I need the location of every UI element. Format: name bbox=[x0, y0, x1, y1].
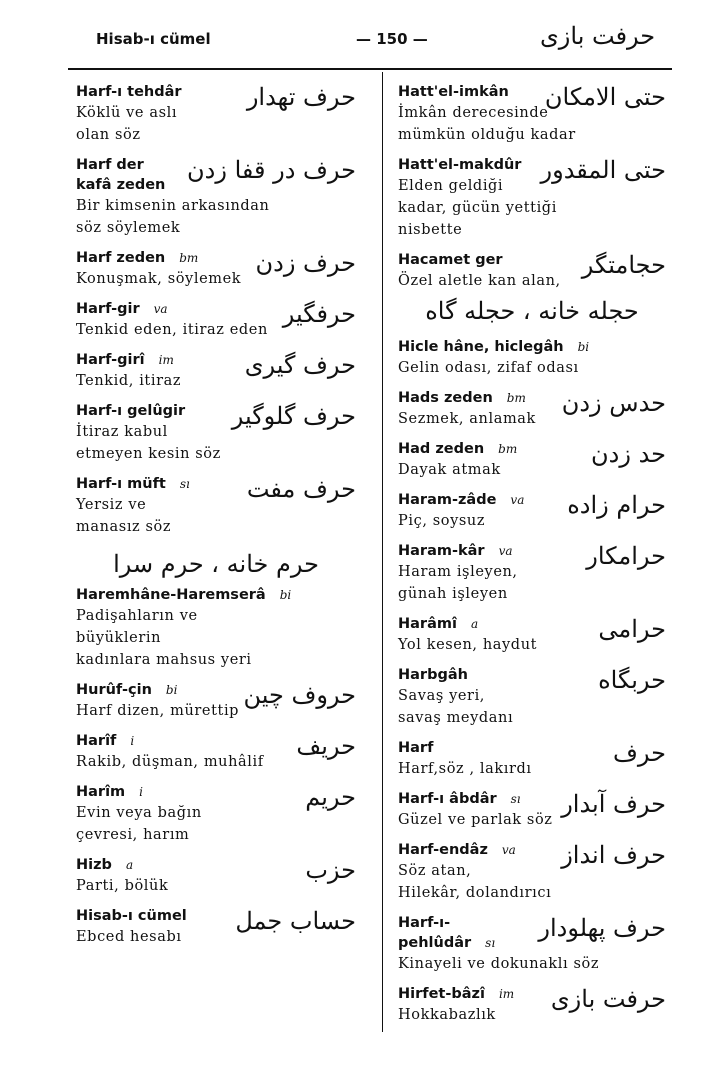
entry-definition: İmkân derecesinde mümkün olduğu kadar bbox=[398, 105, 576, 143]
dictionary-entry bbox=[76, 299, 356, 341]
header-rule bbox=[68, 68, 672, 70]
entry-definition: Kinayeli ve dokunaklı söz bbox=[398, 956, 600, 972]
entry-definition: Bir kimsenin arkasından söz söylemek bbox=[76, 198, 270, 236]
dictionary-entry bbox=[398, 840, 666, 904]
entry-definition: Rakib, düşman, muhâlif bbox=[76, 754, 264, 770]
arabic-script-word: حرف در قفا زدن bbox=[187, 156, 356, 184]
arabic-script-word: حد زدن bbox=[591, 440, 666, 468]
dictionary-entry bbox=[76, 906, 356, 948]
grammar-abbreviation: bm bbox=[179, 251, 199, 265]
arabic-script-word: حریم bbox=[305, 783, 356, 811]
grammar-abbreviation: im bbox=[498, 987, 515, 1001]
headword-text: Hatt'el-makdûr bbox=[398, 157, 522, 173]
dictionary-entry bbox=[76, 782, 356, 846]
grammar-abbreviation: bi bbox=[279, 588, 292, 602]
arabic-script-word: حرامی bbox=[598, 615, 666, 643]
entry-definition: Köklü ve aslı olan söz bbox=[76, 105, 178, 143]
entry-definition: Elden geldiği kadar, gücün yettiği nisbette bbox=[398, 178, 557, 238]
dictionary-entry bbox=[76, 680, 356, 722]
right-column bbox=[398, 82, 666, 1035]
arabic-script-word: حرف مفت bbox=[246, 475, 356, 503]
dictionary-entry bbox=[76, 350, 356, 392]
headword-text: Hads zeden bbox=[398, 390, 493, 406]
entry-definition: Harf,söz , lakırdı bbox=[398, 761, 532, 777]
headword-text: Harf-ı âbdâr bbox=[398, 791, 497, 807]
entry-definition: Tenkid, itiraz bbox=[76, 373, 182, 389]
arabic-script-word: حریف bbox=[296, 732, 356, 760]
column-divider bbox=[382, 72, 383, 1032]
dictionary-entry bbox=[398, 789, 666, 831]
arabic-script-line: حرم خانه ، حرم سرا bbox=[113, 550, 319, 578]
dictionary-entry bbox=[398, 337, 666, 379]
grammar-abbreviation: bm bbox=[498, 442, 518, 456]
dictionary-entry bbox=[76, 731, 356, 773]
grammar-abbreviation: va bbox=[510, 493, 525, 507]
headword-text: Hurûf-çin bbox=[76, 682, 152, 698]
headword-text: Harf zeden bbox=[76, 250, 166, 266]
arabic-script-word: حساب جمل bbox=[235, 907, 356, 935]
entry-definition: Güzel ve parlak söz bbox=[398, 812, 553, 828]
entry-headword bbox=[398, 337, 666, 357]
headword-text: Hicle hâne, hiclegâh bbox=[398, 339, 564, 355]
grammar-abbreviation: sı bbox=[510, 792, 521, 806]
arabic-script-word: حتی الامکان bbox=[544, 83, 666, 111]
grammar-abbreviation: sı bbox=[179, 477, 190, 491]
headword-text: Harâmî bbox=[398, 616, 457, 632]
headword-text: Hirfet-bâzî bbox=[398, 986, 485, 1002]
headword-text: Haram-zâde bbox=[398, 492, 497, 508]
dictionary-entry bbox=[398, 541, 666, 605]
entry-definition: Gelin odası, zifaf odası bbox=[398, 360, 579, 376]
entry-definition: Yol kesen, haydut bbox=[398, 637, 538, 653]
entry-definition: Özel aletle kan alan, bbox=[398, 273, 561, 289]
grammar-abbreviation: a bbox=[125, 858, 134, 872]
arabic-script-word: حدس زدن bbox=[561, 389, 666, 417]
arabic-script-word: حرامکار bbox=[586, 542, 666, 570]
arabic-script-word: حزب bbox=[305, 856, 356, 884]
dictionary-entry bbox=[398, 984, 666, 1026]
headword-text: Hacamet ger bbox=[398, 252, 503, 268]
headword-text: Hatt'el-imkân bbox=[398, 84, 509, 100]
arabic-script-word: حرف پهلودار bbox=[538, 914, 666, 942]
grammar-abbreviation: bm bbox=[506, 391, 526, 405]
grammar-abbreviation: sı bbox=[485, 936, 496, 950]
page-number: — 150 — bbox=[356, 30, 428, 48]
dictionary-entry bbox=[76, 855, 356, 897]
arabic-script-word: حرف تهدار bbox=[246, 83, 356, 111]
dictionary-entry bbox=[76, 547, 356, 671]
entry-definition: Dayak atmak bbox=[398, 462, 501, 478]
arabic-script-word: حرفگیر bbox=[282, 300, 356, 328]
arabic-script-word: حرف bbox=[613, 739, 666, 767]
dictionary-entry bbox=[398, 388, 666, 430]
headword-text: Harf-ı- pehlûdâr bbox=[398, 915, 472, 951]
headword-text: Harîm bbox=[76, 784, 126, 800]
dictionary-entry bbox=[76, 155, 356, 239]
grammar-abbreviation: va bbox=[153, 302, 168, 316]
headword-text: Had zeden bbox=[398, 441, 485, 457]
grammar-abbreviation: bi bbox=[577, 340, 590, 354]
arabic-script-word: حرام زاده bbox=[567, 491, 666, 519]
dictionary-entry bbox=[398, 913, 666, 975]
headword-text: Hizb bbox=[76, 857, 112, 873]
dictionary-entry bbox=[398, 439, 666, 481]
entry-definition: Hokkabazlık bbox=[398, 1007, 496, 1023]
entry-definition: İtiraz kabul etmeyen kesin söz bbox=[76, 424, 221, 462]
dictionary-entry bbox=[398, 614, 666, 656]
entry-definition: Yersiz ve manasız söz bbox=[76, 497, 172, 535]
headword-text: Harîf bbox=[76, 733, 117, 749]
headword-text: Hisab-ı cümel bbox=[76, 908, 187, 924]
headword-text: Haram-kâr bbox=[398, 543, 485, 559]
running-head-arabic: حرفت بازی bbox=[540, 22, 656, 50]
entry-definition: Evin veya bağın çevresi, harım bbox=[76, 805, 202, 843]
entry-definition: Tenkid eden, itiraz eden bbox=[76, 322, 268, 338]
grammar-abbreviation: bi bbox=[165, 683, 178, 697]
grammar-abbreviation: i bbox=[130, 734, 135, 748]
entry-definition: Sezmek, anlamak bbox=[398, 411, 536, 427]
grammar-abbreviation: va bbox=[498, 544, 513, 558]
entry-definition: Harf dizen, mürettip bbox=[76, 703, 240, 719]
arabic-script-word: حرف زدن bbox=[255, 249, 356, 277]
entry-definition: Ebced hesabı bbox=[76, 929, 182, 945]
dictionary-entry bbox=[76, 82, 356, 146]
entry-definition: Parti, bölük bbox=[76, 878, 169, 894]
grammar-abbreviation: a bbox=[470, 617, 479, 631]
entry-definition: Savaş yeri, savaş meydanı bbox=[398, 688, 514, 726]
dictionary-entry bbox=[398, 665, 666, 729]
headword-text: Harbgâh bbox=[398, 667, 468, 683]
headword-text: Harf-ı tehdâr bbox=[76, 84, 182, 100]
arabic-script-word: حرف گیری bbox=[244, 351, 356, 379]
dictionary-entry bbox=[398, 82, 666, 146]
headword-text: Harf-gir bbox=[76, 301, 140, 317]
arabic-script-word: حربگاه bbox=[598, 666, 666, 694]
entry-definition: Haram işleyen, günah işleyen bbox=[398, 564, 518, 602]
grammar-abbreviation: i bbox=[139, 785, 143, 799]
arabic-script-word: حرف انداز bbox=[561, 841, 666, 869]
entry-definition: Padişahların ve büyüklerin kadınlara mahsus yeri bbox=[76, 608, 252, 668]
running-head-left: Hisab-ı cümel bbox=[96, 30, 211, 48]
entry-headword bbox=[76, 585, 356, 605]
dictionary-entry bbox=[398, 738, 666, 780]
grammar-abbreviation: va bbox=[501, 843, 516, 857]
headword-text: Harf-endâz bbox=[398, 842, 488, 858]
entry-definition: Söz atan, Hilekâr, dolandırıcı bbox=[398, 863, 552, 901]
headword-text: Haremhâne-Haremserâ bbox=[76, 587, 266, 603]
dictionary-entry bbox=[398, 155, 666, 241]
headword-text: Harf bbox=[398, 740, 434, 756]
headword-text: Harf-ı gelûgir bbox=[76, 403, 186, 419]
dictionary-entry bbox=[76, 474, 356, 538]
arabic-script-word: حجامتگر bbox=[581, 251, 666, 279]
entry-definition: Konuşmak, söylemek bbox=[76, 271, 242, 287]
dictionary-entry bbox=[398, 490, 666, 532]
arabic-script-word: حروف چین bbox=[243, 681, 356, 709]
arabic-script-word: حرف آبدار bbox=[561, 790, 666, 818]
entry-definition: Piç, soysuz bbox=[398, 513, 486, 529]
arabic-script-word: حتی المقدور bbox=[540, 156, 666, 184]
arabic-script-line: حجله خانه ، حجله گاه bbox=[425, 297, 639, 325]
headword-text: Harf-ı müft bbox=[76, 476, 166, 492]
arabic-script-word: حرفت بازی bbox=[550, 985, 666, 1013]
arabic-script-word: حرف گلوگیر bbox=[231, 402, 356, 430]
dictionary-entry bbox=[76, 248, 356, 290]
dictionary-entry bbox=[398, 250, 666, 328]
dictionary-entry bbox=[76, 401, 356, 465]
grammar-abbreviation: im bbox=[158, 353, 174, 367]
headword-text: Harf-girî bbox=[76, 352, 145, 368]
headword-text: Harf der kafâ zeden bbox=[76, 157, 166, 193]
left-column bbox=[76, 82, 356, 957]
